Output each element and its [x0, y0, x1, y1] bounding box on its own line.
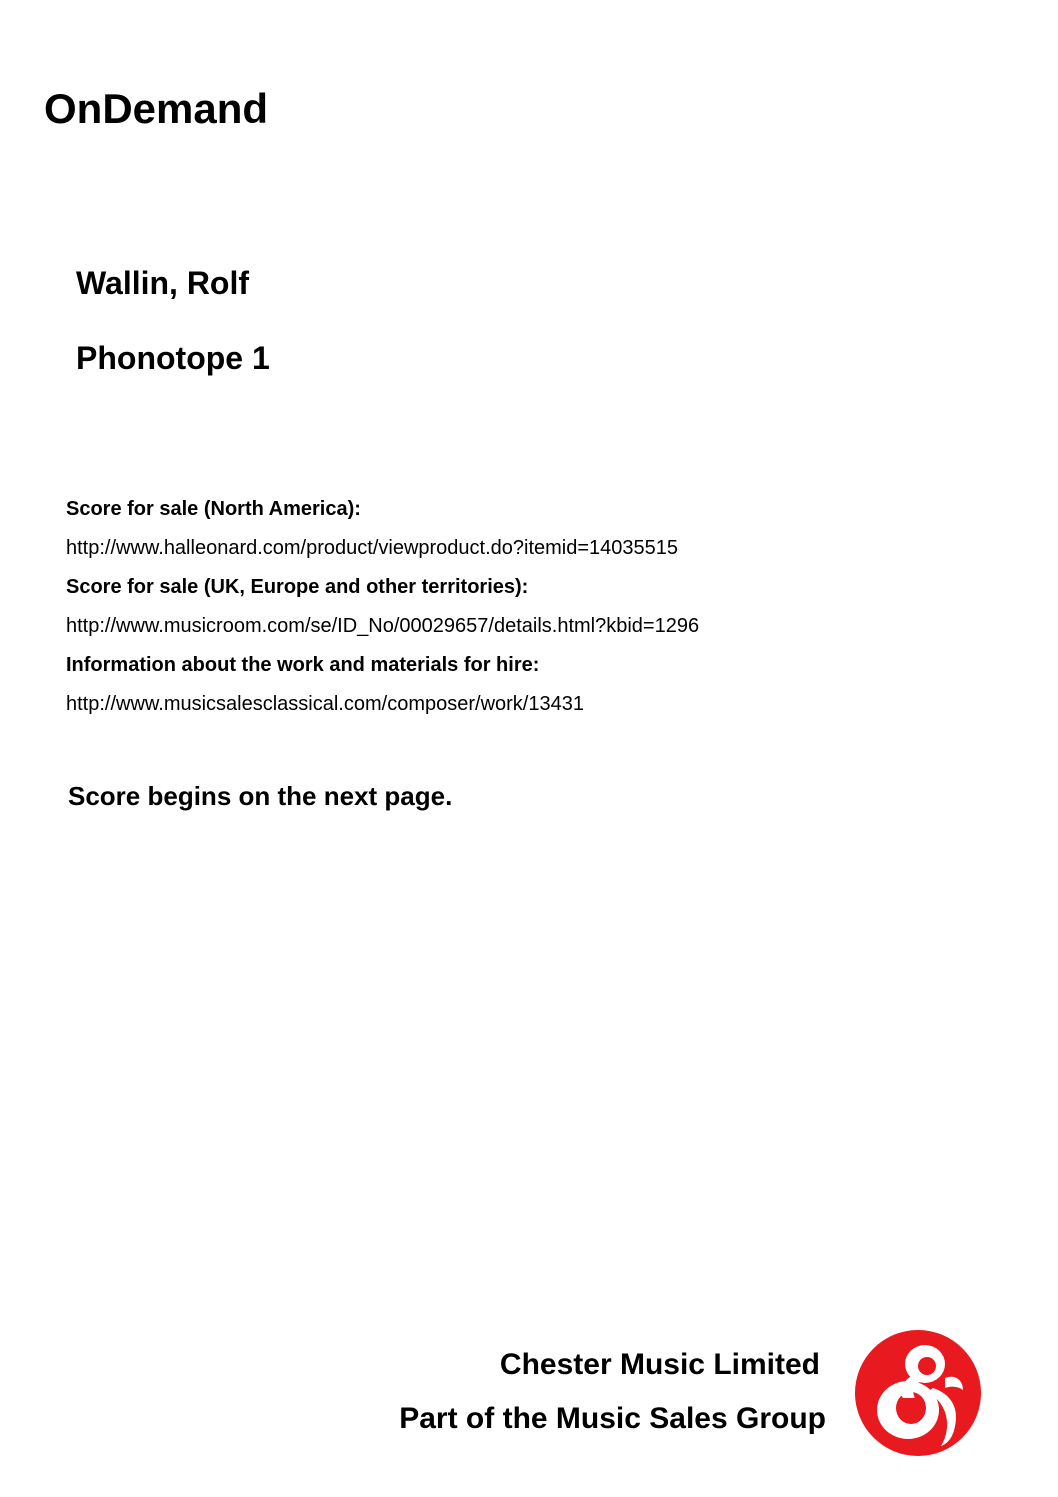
link-block-north-america — [66, 496, 966, 574]
link-url[interactable]: http://www.halleonard.com/product/viewproduct.do?itemid=14035515 — [66, 537, 679, 559]
link-url[interactable]: http://www.musicsalesclassical.com/composer/work/13431 — [66, 693, 584, 715]
link-heading: Information about the work and materials for hire: — [66, 654, 540, 676]
link-heading: Score for sale (UK, Europe and other territories): — [66, 576, 529, 598]
score-begins-note: Score begins on the next page. — [68, 781, 453, 811]
brand-title: OnDemand — [44, 85, 269, 132]
link-block-uk-europe — [66, 574, 966, 652]
publisher-name: Chester Music Limited — [499, 1348, 820, 1381]
link-block-hire-info — [66, 652, 966, 730]
link-url[interactable]: http://www.musicroom.com/se/ID_No/00029657/details.html?kbid=1296 — [66, 615, 700, 637]
links-section — [66, 496, 966, 730]
work-title: Phonotope 1 — [76, 340, 270, 376]
link-heading: Score for sale (North America): — [66, 498, 361, 520]
composer-name: Wallin, Rolf — [76, 265, 250, 301]
publisher-group: Part of the Music Sales Group — [399, 1402, 826, 1435]
ampersand-logo-icon — [853, 1328, 983, 1458]
